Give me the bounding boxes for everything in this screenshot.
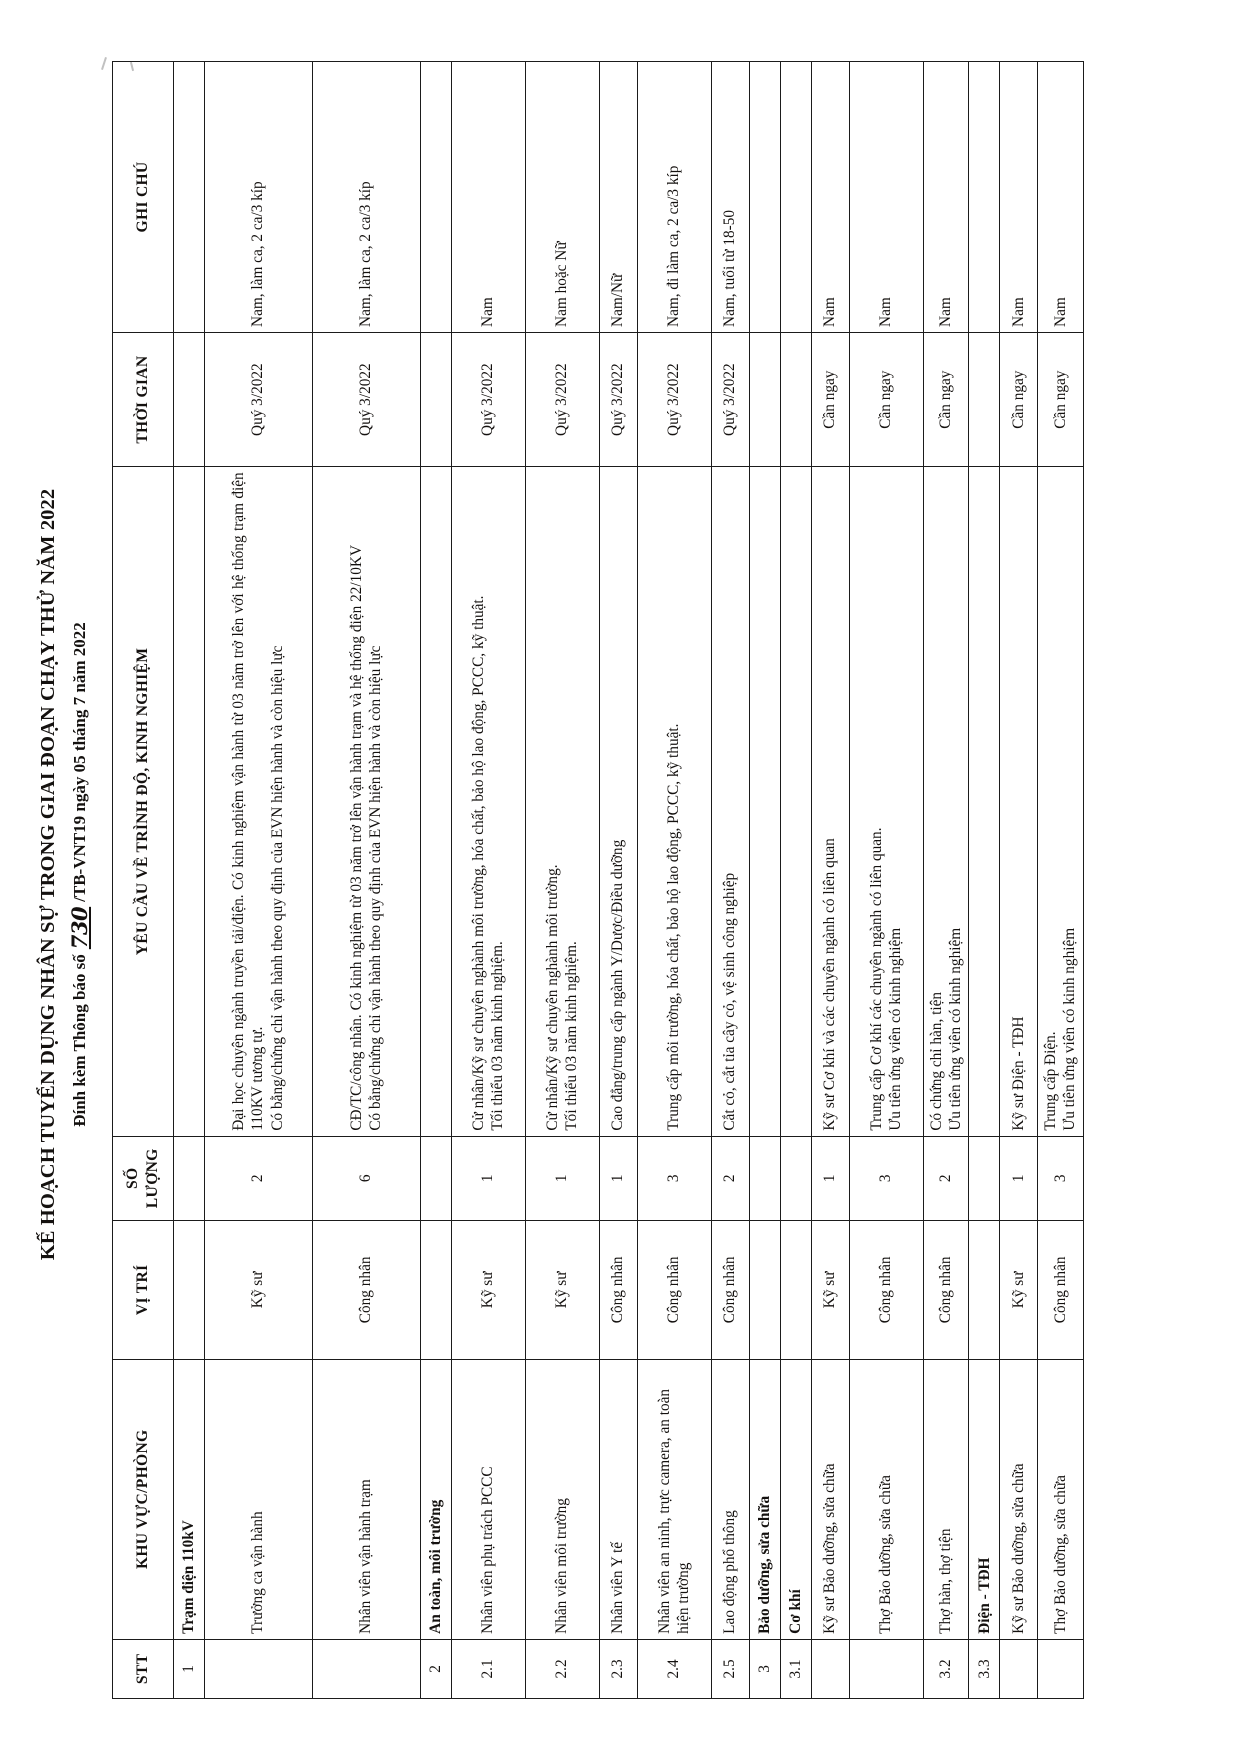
cell-note: Nam hoặc Nữ bbox=[525, 62, 599, 333]
cell-requirements bbox=[451, 467, 525, 1136]
cell-area: Nhân viên Y tế bbox=[599, 1359, 637, 1639]
cell-area: Thợ Bảo dưỡng, sửa chữa bbox=[1038, 1359, 1084, 1639]
column-header-position: VỊ TRÍ bbox=[112, 1220, 173, 1359]
table-row bbox=[849, 62, 923, 1699]
cell-quantity bbox=[749, 1136, 780, 1220]
cell-note: Nam/Nữ bbox=[599, 62, 637, 333]
cell-quantity: 2 bbox=[923, 1136, 969, 1220]
table-header-row bbox=[112, 62, 173, 1699]
requirement-line: Trung cấp Điện. bbox=[1042, 1031, 1060, 1131]
cell-requirements bbox=[312, 467, 420, 1136]
cell-quantity: 1 bbox=[811, 1136, 849, 1220]
cell-position: Kỹ sư bbox=[451, 1220, 525, 1359]
cell-time bbox=[969, 332, 1000, 466]
requirement-line: Kỹ sư Điện - TĐH bbox=[1010, 1016, 1028, 1131]
table-row bbox=[451, 62, 525, 1699]
cell-time: Cần ngay bbox=[1038, 332, 1084, 466]
cell-position: Công nhân bbox=[599, 1220, 637, 1359]
recruitment-plan-table bbox=[112, 61, 1084, 1699]
column-header-quantity-line2: LƯỢNG bbox=[143, 1148, 161, 1209]
cell-note bbox=[420, 62, 451, 333]
requirement-line: CĐ/TC/công nhân. Có kinh nghiệm từ 03 năm trở lên vận hành trạm và hệ thống điện 22/10KV bbox=[347, 544, 365, 1131]
requirement-line: Cao đẳng/trung cấp ngành Y/Dược/Điều dưỡng bbox=[609, 839, 627, 1131]
cell-area: An toàn, môi trường bbox=[420, 1359, 451, 1639]
cell-note: Nam, đi làm ca, 2 ca/3 kíp bbox=[637, 62, 711, 333]
cell-stt bbox=[204, 1639, 312, 1698]
cell-note: Nam bbox=[1038, 62, 1084, 333]
table-row bbox=[637, 62, 711, 1699]
requirement-line: Trung cấp môi trường, hóa chất, bảo hộ lao động, PCCC, kỹ thuật. bbox=[665, 723, 683, 1131]
table-row bbox=[1000, 62, 1038, 1699]
cell-time: Cần ngay bbox=[811, 332, 849, 466]
cell-position: Kỹ sư bbox=[204, 1220, 312, 1359]
requirement-line: Tối thiểu 03 năm kinh nghiệm. bbox=[489, 941, 507, 1131]
cell-quantity bbox=[173, 1136, 204, 1220]
cell-area: Thợ hàn, thợ tiện bbox=[923, 1359, 969, 1639]
cell-area: Thợ Bảo dưỡng, sửa chữa bbox=[849, 1359, 923, 1639]
cell-requirements bbox=[780, 467, 811, 1136]
requirement-line: Trung cấp Cơ khí các chuyên ngành có liên quan. bbox=[867, 827, 885, 1131]
table-row bbox=[711, 62, 749, 1699]
requirement-line: Có chứng chỉ hàn, tiện bbox=[927, 991, 945, 1131]
cell-stt: 3 bbox=[749, 1639, 780, 1698]
cell-quantity: 1 bbox=[525, 1136, 599, 1220]
cell-position: Kỹ sư bbox=[811, 1220, 849, 1359]
cell-stt bbox=[849, 1639, 923, 1698]
cell-position: Công nhân bbox=[849, 1220, 923, 1359]
requirement-line: Đại học chuyên ngành truyền tải/điện. Có kinh nghiệm vận hành từ 03 năm trở lên với hệ thống trạm điện 110KV tương tự. bbox=[230, 472, 267, 1131]
cell-note bbox=[969, 62, 1000, 333]
cell-area: Trưởng ca vận hành bbox=[204, 1359, 312, 1639]
cell-stt: 2.2 bbox=[525, 1639, 599, 1698]
column-header-note: GHI CHÚ bbox=[112, 62, 173, 333]
cell-note: Nam bbox=[923, 62, 969, 333]
cell-area: Nhân viên vận hành trạm bbox=[312, 1359, 420, 1639]
cell-stt: 2 bbox=[420, 1639, 451, 1698]
cell-requirements bbox=[1038, 467, 1084, 1136]
cell-quantity bbox=[780, 1136, 811, 1220]
handwritten-document-number: 730 bbox=[66, 906, 92, 950]
cell-stt bbox=[1000, 1639, 1038, 1698]
cell-note: Nam bbox=[849, 62, 923, 333]
cell-position bbox=[749, 1220, 780, 1359]
cell-stt: 2.1 bbox=[451, 1639, 525, 1698]
cell-requirements bbox=[711, 467, 749, 1136]
cell-quantity: 2 bbox=[711, 1136, 749, 1220]
cell-requirements bbox=[420, 467, 451, 1136]
table-row bbox=[969, 62, 1000, 1699]
table-row bbox=[525, 62, 599, 1699]
cell-requirements bbox=[969, 467, 1000, 1136]
table-body bbox=[173, 62, 1083, 1699]
cell-time: Cần ngay bbox=[1000, 332, 1038, 466]
cell-stt: 3.1 bbox=[780, 1639, 811, 1698]
cell-quantity bbox=[969, 1136, 1000, 1220]
cell-note: Nam bbox=[811, 62, 849, 333]
requirement-line: Cử nhân/Kỹ sư chuyên nghành môi trường. bbox=[543, 864, 561, 1131]
cell-time: Cần ngay bbox=[849, 332, 923, 466]
table-row bbox=[173, 62, 204, 1699]
requirement-line: Ưu tiên ứng viên có kinh nghiệm bbox=[887, 927, 905, 1131]
cell-requirements bbox=[811, 467, 849, 1136]
cell-requirements bbox=[204, 467, 312, 1136]
column-header-quantity-line1: SỐ bbox=[123, 1167, 141, 1189]
cell-position bbox=[780, 1220, 811, 1359]
cell-position: Kỹ sư bbox=[1000, 1220, 1038, 1359]
table-row bbox=[923, 62, 969, 1699]
cell-stt bbox=[1038, 1639, 1084, 1698]
cell-quantity: 1 bbox=[1000, 1136, 1038, 1220]
cell-time: Quý 3/2022 bbox=[637, 332, 711, 466]
cell-stt: 2.5 bbox=[711, 1639, 749, 1698]
requirement-line: Ưu tiên ứng viên có kinh nghiệm bbox=[1061, 927, 1079, 1131]
cell-requirements bbox=[923, 467, 969, 1136]
table-row bbox=[204, 62, 312, 1699]
requirement-line: Có bằng/chứng chỉ vận hành theo quy định của EVN hiện hành và còn hiệu lực bbox=[268, 645, 286, 1131]
column-header-time: THỜI GIAN bbox=[112, 332, 173, 466]
subtitle-suffix: /TB-VNT19 ngày 05 tháng 7 năm 2022 bbox=[69, 622, 89, 902]
cell-stt: 1 bbox=[173, 1639, 204, 1698]
cell-note: Nam, tuổi từ 18-50 bbox=[711, 62, 749, 333]
cell-requirements bbox=[749, 467, 780, 1136]
requirement-line: Có bằng/chứng chỉ vận hành theo quy định của EVN hiện hành và còn hiệu lực bbox=[367, 645, 385, 1131]
requirement-line: Cử nhân/Kỹ sư chuyên nghành môi trường, hóa chất, bảo hộ lao động, PCCC, kỹ thuật. bbox=[469, 595, 487, 1131]
cell-note bbox=[749, 62, 780, 333]
cell-time: Quý 3/2022 bbox=[204, 332, 312, 466]
cell-stt bbox=[811, 1639, 849, 1698]
cell-note: Nam bbox=[1000, 62, 1038, 333]
table-row bbox=[420, 62, 451, 1699]
cell-position: Công nhân bbox=[711, 1220, 749, 1359]
column-header-quantity bbox=[112, 1136, 173, 1220]
cell-area: Nhân viên môi trường bbox=[525, 1359, 599, 1639]
cell-time bbox=[749, 332, 780, 466]
cell-requirements bbox=[637, 467, 711, 1136]
cell-position bbox=[173, 1220, 204, 1359]
table-row bbox=[1038, 62, 1084, 1699]
cell-position: Kỹ sư bbox=[525, 1220, 599, 1359]
cell-note: Nam, làm ca, 2 ca/3 kíp bbox=[312, 62, 420, 333]
table-row bbox=[780, 62, 811, 1699]
cell-area: Nhân viên an ninh, trực camera, an toàn hiện trường bbox=[637, 1359, 711, 1639]
page-title: KẾ HOẠCH TUYỂN DỤNG NHÂN SỰ TRONG GIAI ĐOẠN CHẠY THỬ NĂM 2022 bbox=[37, 488, 59, 1261]
cell-time: Quý 3/2022 bbox=[599, 332, 637, 466]
cell-time: Quý 3/2022 bbox=[312, 332, 420, 466]
cell-quantity: 3 bbox=[1038, 1136, 1084, 1220]
requirement-line: Kỹ sư Cơ khí và các chuyên ngành có liên quan bbox=[821, 838, 839, 1131]
cell-area: Điện - TĐH bbox=[969, 1359, 1000, 1639]
cell-requirements bbox=[1000, 467, 1038, 1136]
column-header-requirements: YÊU CẦU VỀ TRÌNH ĐỘ, KINH NGHIỆM bbox=[112, 467, 173, 1136]
cell-quantity: 6 bbox=[312, 1136, 420, 1220]
cell-quantity: 3 bbox=[637, 1136, 711, 1220]
cell-stt: 2.4 bbox=[637, 1639, 711, 1698]
cell-time bbox=[173, 332, 204, 466]
table-row bbox=[312, 62, 420, 1699]
cell-requirements bbox=[525, 467, 599, 1136]
cell-area: Lao động phổ thông bbox=[711, 1359, 749, 1639]
requirement-line: Cắt cỏ, cắt tỉa cây cỏ, vệ sinh công nghiệp bbox=[721, 872, 739, 1131]
cell-time: Quý 3/2022 bbox=[711, 332, 749, 466]
cell-stt bbox=[312, 1639, 420, 1698]
cell-area: Kỹ sư Bảo dưỡng, sửa chữa bbox=[1000, 1359, 1038, 1639]
cell-time: Quý 3/2022 bbox=[525, 332, 599, 466]
cell-time bbox=[780, 332, 811, 466]
cell-position: Công nhân bbox=[923, 1220, 969, 1359]
cell-stt: 2.3 bbox=[599, 1639, 637, 1698]
cell-stt: 3.3 bbox=[969, 1639, 1000, 1698]
table-row bbox=[749, 62, 780, 1699]
cell-quantity bbox=[420, 1136, 451, 1220]
cell-area: Cơ khí bbox=[780, 1359, 811, 1639]
cell-note: Nam, làm ca, 2 ca/3 kíp bbox=[204, 62, 312, 333]
cell-area: Nhân viên phụ trách PCCC bbox=[451, 1359, 525, 1639]
cell-area: Kỹ sư Bảo dưỡng, sửa chữa bbox=[811, 1359, 849, 1639]
table-row bbox=[599, 62, 637, 1699]
requirement-line: Tối thiểu 03 năm kinh nghiệm. bbox=[563, 941, 581, 1131]
cell-quantity: 3 bbox=[849, 1136, 923, 1220]
requirement-line: Ưu tiên ứng viên có kinh nghiệm bbox=[946, 927, 964, 1131]
document-subtitle bbox=[65, 40, 90, 1709]
cell-time: Cần ngay bbox=[923, 332, 969, 466]
cell-position: Công nhân bbox=[312, 1220, 420, 1359]
cell-requirements bbox=[849, 467, 923, 1136]
title-block bbox=[36, 40, 90, 1709]
cell-area: Bảo dưỡng, sửa chữa bbox=[749, 1359, 780, 1639]
subtitle-prefix: Đính kèm Thông báo số bbox=[69, 954, 89, 1127]
cell-requirements bbox=[173, 467, 204, 1136]
cell-position bbox=[969, 1220, 1000, 1359]
cell-note bbox=[780, 62, 811, 333]
cell-quantity: 1 bbox=[451, 1136, 525, 1220]
cell-position: Công nhân bbox=[1038, 1220, 1084, 1359]
cell-time bbox=[420, 332, 451, 466]
column-header-area: KHU VỰC/PHÒNG bbox=[112, 1359, 173, 1639]
cell-requirements bbox=[599, 467, 637, 1136]
cell-note bbox=[173, 62, 204, 333]
table-row bbox=[811, 62, 849, 1699]
cell-area: Trạm điện 110kV bbox=[173, 1359, 204, 1639]
cell-quantity: 1 bbox=[599, 1136, 637, 1220]
cell-note: Nam bbox=[451, 62, 525, 333]
cell-quantity: 2 bbox=[204, 1136, 312, 1220]
cell-time: Quý 3/2022 bbox=[451, 332, 525, 466]
column-header-stt: STT bbox=[112, 1639, 173, 1698]
cell-stt: 3.2 bbox=[923, 1639, 969, 1698]
cell-position bbox=[420, 1220, 451, 1359]
cell-position: Công nhân bbox=[637, 1220, 711, 1359]
